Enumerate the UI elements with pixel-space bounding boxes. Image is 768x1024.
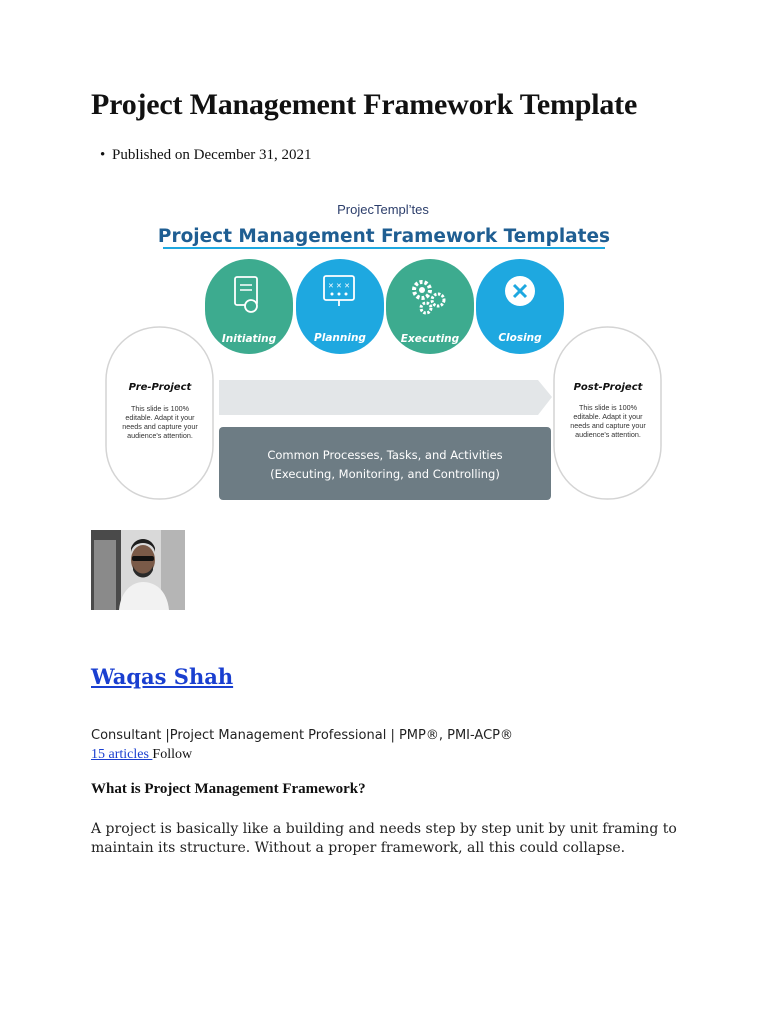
- phase-initiating: [205, 259, 293, 354]
- arrow-shape: [219, 380, 552, 415]
- pre-project-panel: [106, 327, 213, 499]
- pre-project-title: Pre-Project: [128, 382, 192, 393]
- paragraph-line: maintain its structure. Without a proper framework, all this could collapse.: [91, 840, 626, 856]
- phase-label: Initiating: [221, 333, 277, 345]
- bullet-icon: •: [100, 147, 106, 163]
- author-headline: Consultant |Project Management Professional | PMP®, PMI-ACP®: [91, 728, 513, 743]
- hero-image: [88, 184, 678, 510]
- pre-project-line: needs and capture your: [122, 422, 198, 431]
- article-paragraph: [91, 820, 677, 858]
- post-project-line: This slide is 100%: [579, 403, 637, 412]
- phase-label: Executing: [400, 333, 460, 345]
- phase-executing: [386, 259, 474, 354]
- pre-project-line: This slide is 100%: [131, 404, 189, 413]
- author-meta: [91, 747, 192, 763]
- post-project-line: needs and capture your: [570, 421, 646, 430]
- post-project-title: Post-Project: [573, 382, 643, 393]
- phase-planning: [296, 259, 384, 354]
- section-heading: What is Project Management Framework?: [91, 781, 366, 797]
- pre-project-line: audience's attention.: [127, 431, 193, 440]
- post-project-panel: [554, 327, 661, 499]
- articles-link[interactable]: 15 articles: [91, 747, 153, 762]
- paragraph-line: A project is basically like a building and needs step by step unit by unit framing to: [91, 821, 677, 837]
- common-processes-line1: Common Processes, Tasks, and Activities: [267, 448, 503, 462]
- hero-title: Project Management Framework Templates: [157, 226, 611, 247]
- common-processes-line2: (Executing, Monitoring, and Controlling): [270, 467, 500, 481]
- brand-logo: ProjecTempl’tes: [337, 202, 429, 217]
- published-date: [100, 147, 312, 164]
- follow-button[interactable]: Follow: [152, 747, 193, 762]
- svg-text:✕ ✕ ✕: ✕ ✕ ✕: [327, 282, 351, 290]
- pre-project-line: editable. Adapt it your: [125, 413, 195, 422]
- page-title: Project Management Framework Template: [91, 88, 638, 121]
- phase-closing: [476, 259, 564, 354]
- author-name-link[interactable]: Waqas Shah: [91, 664, 234, 689]
- close-circle-icon: [505, 276, 535, 306]
- phase-label: Closing: [498, 332, 542, 344]
- published-text: Published on December 31, 2021: [112, 147, 312, 163]
- common-processes-box: [219, 427, 551, 500]
- post-project-line: audience's attention.: [575, 430, 641, 439]
- phase-label: Planning: [314, 332, 366, 344]
- author-avatar[interactable]: [91, 530, 185, 610]
- framework-diagram: [88, 184, 678, 510]
- post-project-line: editable. Adapt it your: [573, 412, 643, 421]
